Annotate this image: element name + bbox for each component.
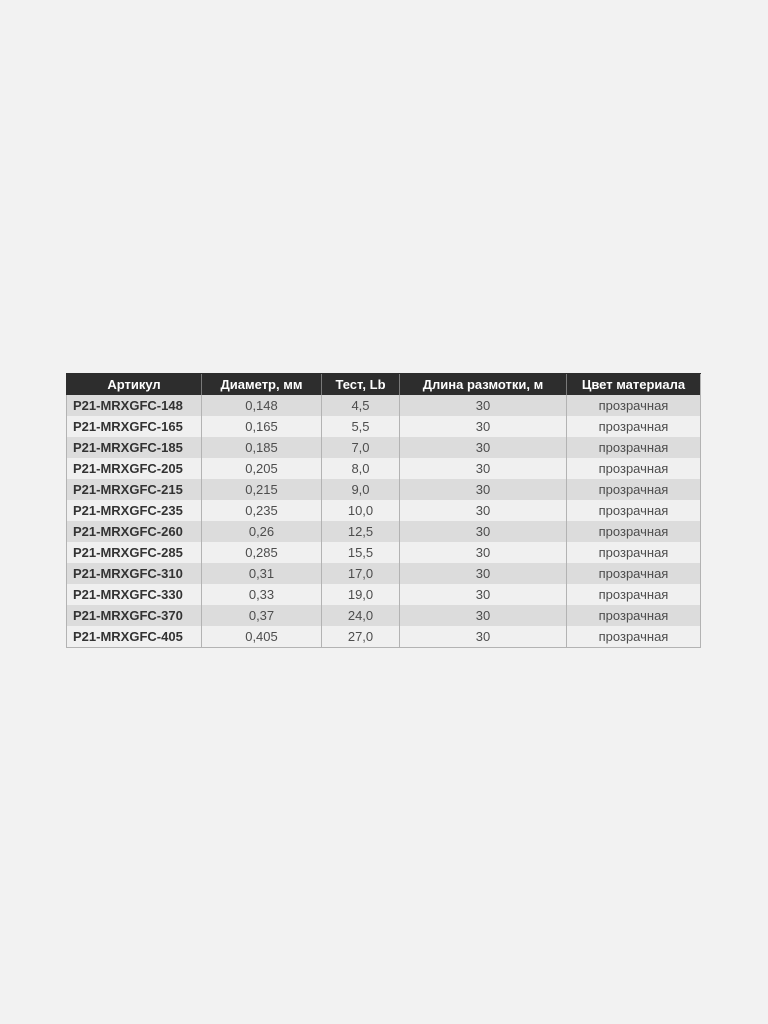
table-cell: 8,0 — [322, 458, 400, 479]
table-cell: 0,405 — [202, 626, 322, 648]
column-header-diameter: Диаметр, мм — [202, 374, 322, 396]
column-header-length: Длина размотки, м — [400, 374, 567, 396]
article-cell: P21-MRXGFC-185 — [67, 437, 202, 458]
table-cell: 12,5 — [322, 521, 400, 542]
table-cell: 10,0 — [322, 500, 400, 521]
table-row — [67, 605, 701, 626]
table-cell: 0,26 — [202, 521, 322, 542]
table-cell: 0,215 — [202, 479, 322, 500]
table-cell: 9,0 — [322, 479, 400, 500]
column-header-article: Артикул — [67, 374, 202, 396]
article-cell: P21-MRXGFC-310 — [67, 563, 202, 584]
table-cell: прозрачная — [567, 500, 701, 521]
table-cell: 24,0 — [322, 605, 400, 626]
article-cell: P21-MRXGFC-215 — [67, 479, 202, 500]
table-cell: 4,5 — [322, 395, 400, 416]
column-header-color: Цвет материала — [567, 374, 701, 396]
table-cell: 0,185 — [202, 437, 322, 458]
table-body — [67, 395, 701, 648]
table-cell: 30 — [400, 500, 567, 521]
table-cell: прозрачная — [567, 521, 701, 542]
table-cell: 0,31 — [202, 563, 322, 584]
table-cell: 30 — [400, 437, 567, 458]
table-cell: 30 — [400, 458, 567, 479]
column-header-test: Тест, Lb — [322, 374, 400, 396]
table-cell: прозрачная — [567, 458, 701, 479]
table-cell: 30 — [400, 626, 567, 648]
article-cell: P21-MRXGFC-370 — [67, 605, 202, 626]
table-cell: 30 — [400, 479, 567, 500]
table-cell: прозрачная — [567, 437, 701, 458]
table-cell: 30 — [400, 395, 567, 416]
table-cell: 19,0 — [322, 584, 400, 605]
table-cell: 30 — [400, 542, 567, 563]
product-spec-table — [66, 373, 701, 648]
table-cell: 0,235 — [202, 500, 322, 521]
spec-table-container — [66, 373, 701, 648]
table-cell: 5,5 — [322, 416, 400, 437]
table-row — [67, 584, 701, 605]
table-cell: 27,0 — [322, 626, 400, 648]
table-row — [67, 563, 701, 584]
article-cell: P21-MRXGFC-285 — [67, 542, 202, 563]
table-row — [67, 437, 701, 458]
table-row — [67, 479, 701, 500]
table-cell: 30 — [400, 521, 567, 542]
table-cell: 0,33 — [202, 584, 322, 605]
table-cell: 0,285 — [202, 542, 322, 563]
table-header — [67, 374, 701, 396]
table-row — [67, 416, 701, 437]
table-cell: 0,165 — [202, 416, 322, 437]
article-cell: P21-MRXGFC-405 — [67, 626, 202, 648]
header-row — [67, 374, 701, 396]
table-row — [67, 542, 701, 563]
table-cell: прозрачная — [567, 605, 701, 626]
table-cell: 0,148 — [202, 395, 322, 416]
table-cell: 30 — [400, 584, 567, 605]
table-cell: прозрачная — [567, 542, 701, 563]
table-cell: прозрачная — [567, 416, 701, 437]
article-cell: P21-MRXGFC-148 — [67, 395, 202, 416]
table-cell: 15,5 — [322, 542, 400, 563]
table-row — [67, 500, 701, 521]
table-cell: 0,205 — [202, 458, 322, 479]
article-cell: P21-MRXGFC-205 — [67, 458, 202, 479]
table-cell: 0,37 — [202, 605, 322, 626]
article-cell: P21-MRXGFC-260 — [67, 521, 202, 542]
table-cell: прозрачная — [567, 395, 701, 416]
article-cell: P21-MRXGFC-235 — [67, 500, 202, 521]
table-cell: прозрачная — [567, 563, 701, 584]
table-row — [67, 626, 701, 648]
table-row — [67, 521, 701, 542]
table-cell: 30 — [400, 416, 567, 437]
table-cell: 7,0 — [322, 437, 400, 458]
table-cell: прозрачная — [567, 584, 701, 605]
table-cell: 17,0 — [322, 563, 400, 584]
table-cell: прозрачная — [567, 479, 701, 500]
article-cell: P21-MRXGFC-165 — [67, 416, 202, 437]
table-cell: 30 — [400, 563, 567, 584]
table-cell: прозрачная — [567, 626, 701, 648]
table-row — [67, 395, 701, 416]
table-row — [67, 458, 701, 479]
article-cell: P21-MRXGFC-330 — [67, 584, 202, 605]
table-cell: 30 — [400, 605, 567, 626]
